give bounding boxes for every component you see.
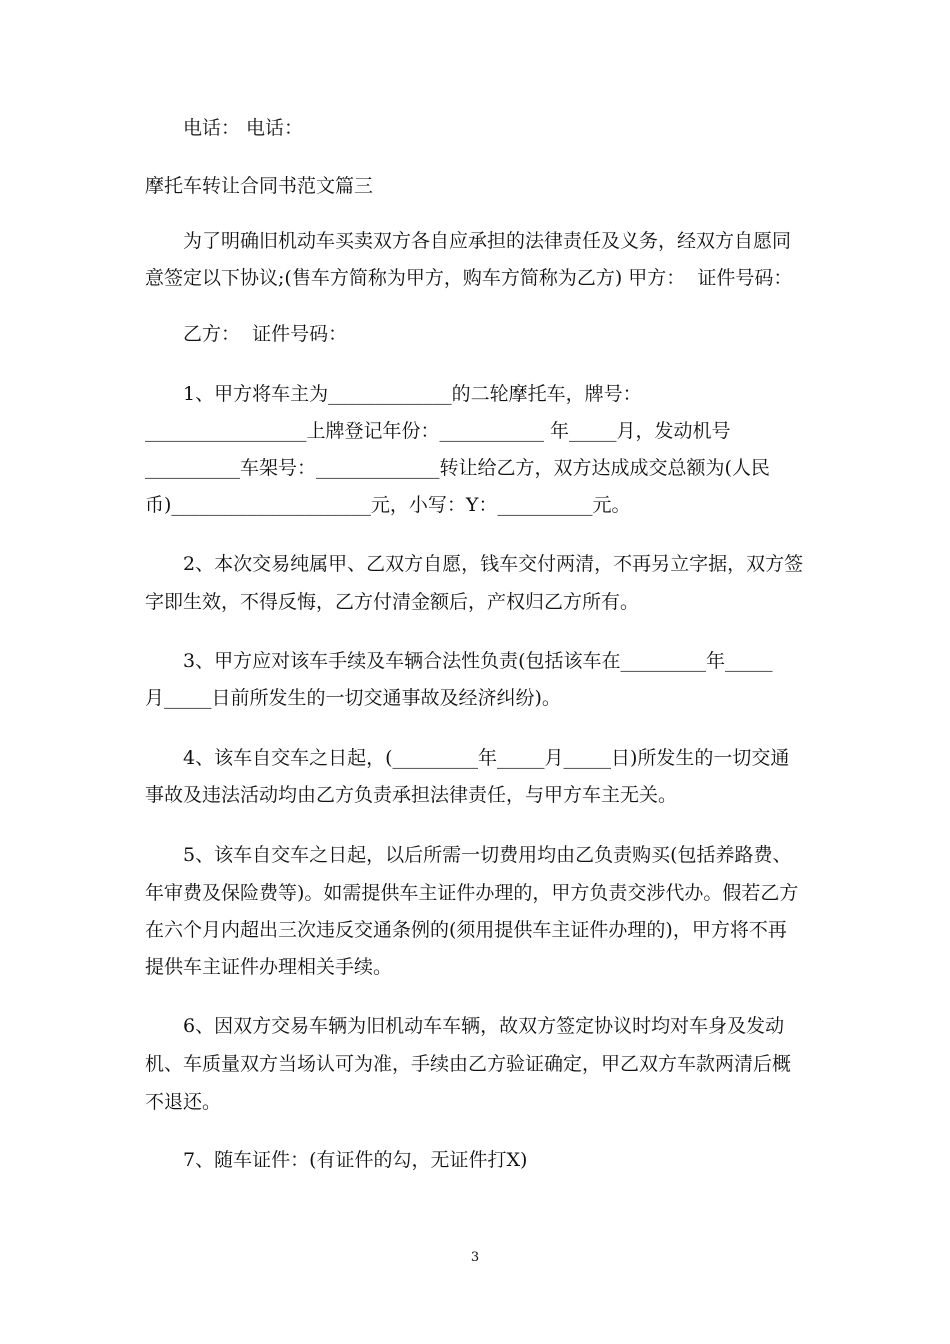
clause-1-line-2: _________________上牌登记年份：___________ 年_____月，发动机号 (145, 420, 731, 442)
clause-2-line-1: 2、本次交易纯属甲、乙双方自愿，钱车交付两清，不再另立字据，双方签 (183, 553, 804, 575)
section-title: 摩托车转让合同书范文篇三 (145, 175, 374, 197)
clause-5-line-3: 在六个月内超出三次违反交通条例的(须用提供车主证件办理的)，甲方将不再 (145, 919, 787, 941)
clause-3-line-2: 月_____日前所发生的一切交通事故及经济纠纷)。 (145, 687, 561, 709)
clause-7-line-1: 7、随车证件：(有证件的勾，无证件打X) (183, 1149, 528, 1171)
phone-line: 电话： 电话： (183, 117, 304, 139)
clause-5-line-1: 5、该车自交车之日起，以后所需一切费用均由乙负责购买(包括养路费、 (183, 844, 792, 866)
clause-4-line-1: 4、该车自交车之日起，(_________年_____月_____日)所发生的一切交通 (183, 747, 790, 769)
intro-line-1: 为了明确旧机动车买卖双方各自应承担的法律责任及义务，经双方自愿同 (183, 230, 792, 252)
clause-1-line-1: 1、甲方将车主为_____________的二轮摩托车，牌号： (183, 383, 642, 405)
clause-2-line-2: 字即生效，不得反悔，乙方付清金额后，产权归乙方所有。 (145, 591, 640, 613)
page-number: 3 (470, 1250, 480, 1265)
clause-3-line-1: 3、甲方应对该车手续及车辆合法性负责(包括该车在_________年_____ (183, 650, 773, 672)
clause-6-line-2: 机、车质量双方当场认可为准，手续由乙方验证确定，甲乙双方车款两清后概 (145, 1053, 792, 1075)
clause-1-line-4: 币)_____________________元，小写：Y：__________元。 (145, 494, 631, 516)
clause-5-line-2: 年审费及保险费等)。如需提供车主证件办理的，甲方负责交涉代办。假若乙方 (145, 882, 799, 904)
intro-line-2: 意签定以下协议;(售车方简称为甲方，购车方简称为乙方) 甲方： 证件号码： (145, 267, 793, 289)
clause-5-line-4: 提供车主证件办理相关手续。 (145, 956, 393, 978)
clause-6-line-1: 6、因双方交易车辆为旧机动车车辆，故双方签定协议时均对车身及发动 (183, 1015, 785, 1037)
party-b-line: 乙方： 证件号码： (183, 323, 348, 345)
clause-6-line-3: 不退还。 (145, 1091, 222, 1113)
clause-4-line-2: 事故及违法活动均由乙方负责承担法律责任，与甲方车主无关。 (145, 784, 678, 806)
clause-1-line-3: __________车架号：_____________转让给乙方，双方达成成交总额为(人民 (145, 457, 770, 479)
